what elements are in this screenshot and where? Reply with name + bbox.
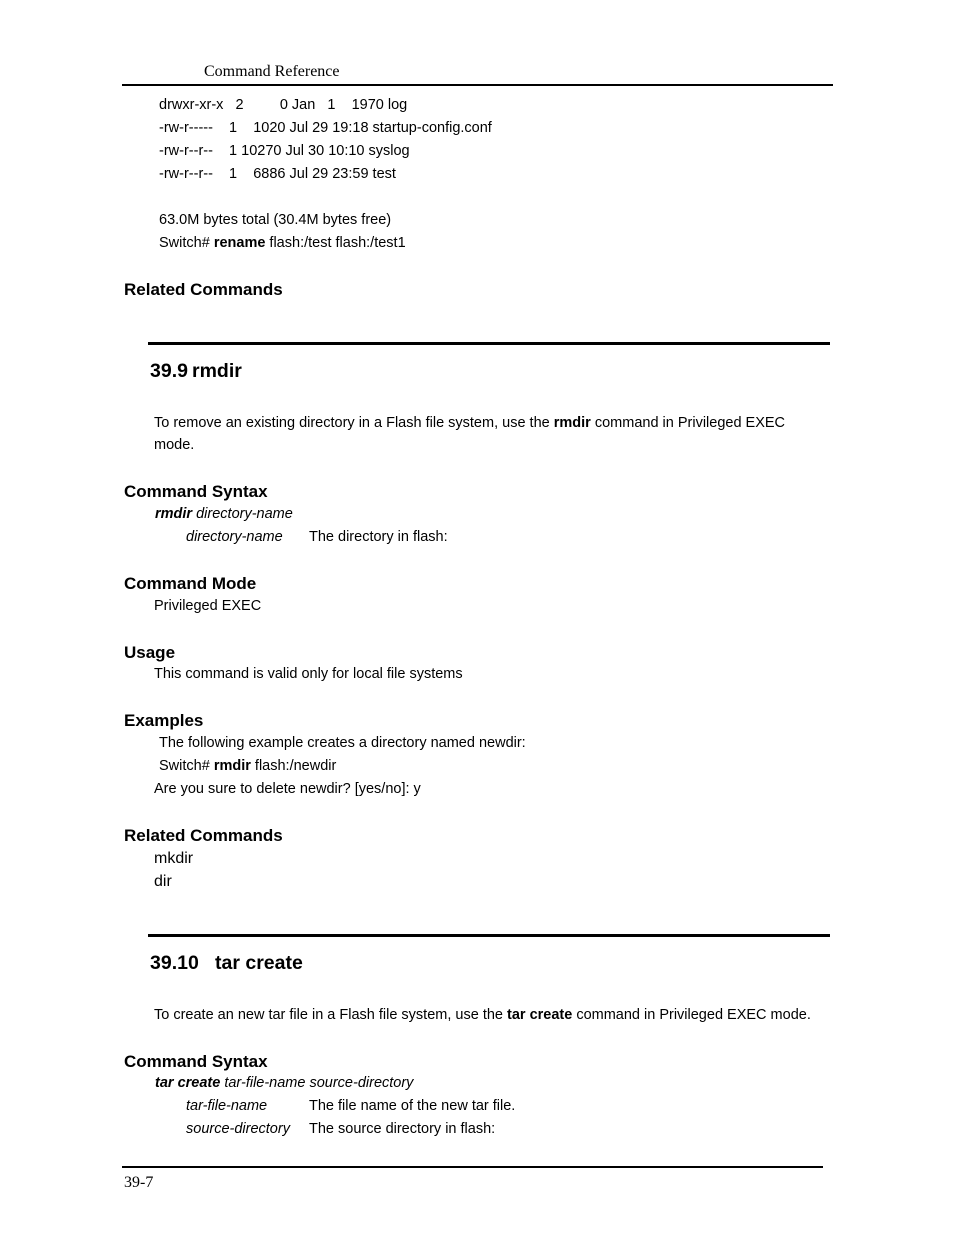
running-header: Command Reference: [204, 63, 340, 80]
command-keyword: rmdir: [155, 506, 193, 522]
param-name: [186, 1121, 290, 1138]
command-mode-heading: Command Mode: [124, 574, 257, 593]
description-text: To create an new tar file in a Flash file system, use the: [154, 1007, 507, 1023]
related-commands-heading: Related Commands: [124, 826, 283, 845]
command-syntax-heading: Command Syntax: [124, 1052, 268, 1071]
examples-heading: Examples: [124, 711, 204, 730]
syntax-line: [155, 506, 293, 523]
section-rule: [148, 934, 830, 937]
listing-total: 63.0M bytes total (30.4M bytes free): [159, 212, 392, 228]
usage-heading: Usage: [124, 643, 176, 662]
related-command-item: dir: [154, 873, 172, 890]
listing-line: drwxr-xr-x 2 0 Jan 1 1970 log: [159, 97, 408, 113]
command-syntax-heading: Command Syntax: [124, 482, 268, 501]
section-number: 39.9: [150, 360, 188, 382]
description-text: command in Privileged EXEC mode.: [572, 1007, 811, 1023]
param-description: The file name of the new tar file.: [309, 1098, 516, 1114]
description-text: To remove an existing directory in a Flash file system, use the: [154, 415, 554, 431]
param-name-text: tar-file-name: [186, 1098, 268, 1114]
param-description: The directory in flash:: [309, 529, 448, 545]
example-line: Are you sure to delete newdir? [yes/no]: y: [154, 781, 421, 797]
command-keyword: rmdir: [213, 758, 251, 774]
section-rule: [148, 342, 830, 345]
listing-line: -rw-r----- 1 1020 Jul 29 19:18 startup-config.conf: [159, 120, 492, 136]
syntax-line: [155, 1075, 413, 1092]
command-args: flash:/newdir: [250, 758, 337, 774]
prompt: Switch#: [159, 758, 214, 774]
section-description: [154, 415, 785, 432]
footer-rule: [122, 1166, 823, 1168]
description-text: command in Privileged EXEC: [590, 415, 786, 431]
param-name-text: directory-name: [186, 529, 283, 545]
command-keyword: tar create: [507, 1007, 573, 1023]
example-command: [159, 758, 336, 775]
section-title: tar create: [215, 952, 303, 974]
section-description-cont: mode.: [154, 437, 195, 453]
command-keyword: rename: [213, 235, 266, 251]
header-rule: [122, 84, 833, 86]
syntax-arguments: tar-file-name source-directory: [220, 1075, 414, 1091]
related-commands-heading: Related Commands: [124, 280, 283, 299]
param-name: [186, 529, 283, 546]
section-title: rmdir: [192, 360, 242, 382]
related-command-item: mkdir: [154, 850, 194, 867]
command-mode-value: Privileged EXEC: [154, 598, 262, 614]
example-line: The following example creates a directory named newdir:: [159, 735, 526, 751]
section-number: 39.10: [150, 952, 199, 974]
command-keyword: rmdir: [553, 415, 591, 431]
param-name-text: source-directory: [186, 1121, 290, 1137]
page-number: 39-7: [124, 1174, 154, 1191]
param-name: [186, 1098, 267, 1115]
listing-line: -rw-r--r-- 1 6886 Jul 29 23:59 test: [159, 166, 396, 182]
command-keyword: tar create: [155, 1075, 221, 1091]
command-args: flash:/test flash:/test1: [265, 235, 406, 251]
section-description: [154, 1007, 811, 1024]
rename-example: [159, 235, 406, 252]
usage-text: This command is valid only for local file systems: [154, 666, 463, 682]
listing-line: -rw-r--r-- 1 10270 Jul 30 10:10 syslog: [159, 143, 410, 159]
syntax-argument: directory-name: [192, 506, 293, 522]
prompt: Switch#: [159, 235, 214, 251]
param-description: The source directory in flash:: [309, 1121, 496, 1137]
